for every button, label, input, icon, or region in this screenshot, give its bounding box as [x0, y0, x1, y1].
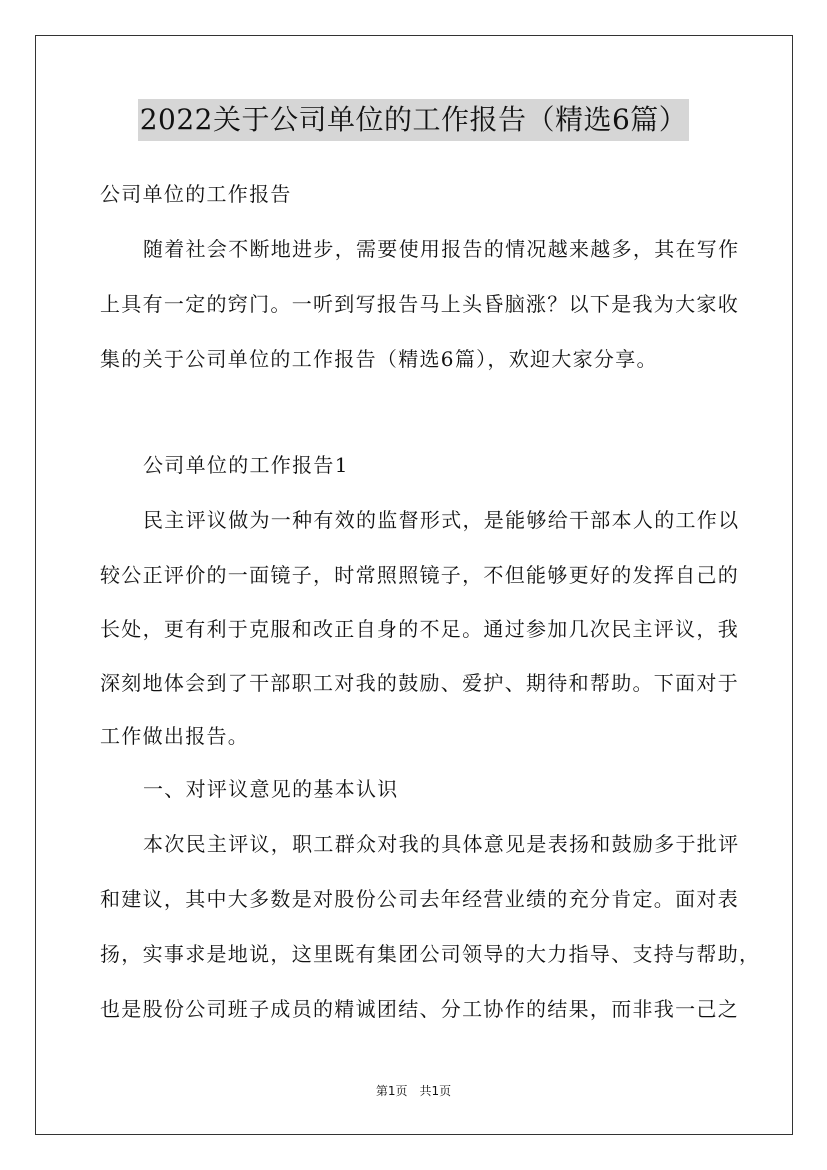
- paragraph-line: 扬，实事求是地说，这里既有集团公司领导的大力指导、支持与帮助，: [100, 942, 761, 966]
- paragraph-line: 工作做出报告。: [100, 724, 250, 748]
- paragraph-line: 本次民主评议，职工群众对我的具体意见是表扬和鼓励多于批评: [143, 832, 740, 856]
- section-heading: 公司单位的工作报告1: [143, 453, 349, 477]
- title-container: [0, 99, 827, 141]
- paragraph-line: 集的关于公司单位的工作报告（精选6篇），欢迎大家分享。: [100, 347, 658, 371]
- paragraph-line: 民主评议做为一种有效的监督形式，是能够给干部本人的工作以: [143, 508, 740, 532]
- paragraph-line: 上具有一定的窍门。一听到写报告马上头昏脑涨？以下是我为大家收: [100, 292, 739, 316]
- paragraph-line: 和建议，其中大多数是对股份公司去年经营业绩的充分肯定。面对表: [100, 887, 739, 911]
- paragraph-line: 随着社会不断地进步，需要使用报告的情况越来越多，其在写作: [143, 237, 740, 261]
- section-heading: 一、对评议意见的基本认识: [143, 777, 399, 801]
- document-title: 2022关于公司单位的工作报告（精选6篇）: [138, 99, 690, 141]
- paragraph-line: 也是股份公司班子成员的精诚团结、分工协作的结果，而非我一己之: [100, 997, 739, 1021]
- section-subtitle: 公司单位的工作报告: [100, 182, 292, 206]
- paragraph-line: 较公正评价的一面镜子，时常照照镜子，不但能够更好的发挥自己的: [100, 563, 739, 587]
- paragraph-line: 长处，更有利于克服和改正自身的不足。通过参加几次民主评议，我: [100, 617, 739, 641]
- paragraph-line: 深刻地体会到了干部职工对我的鼓励、爱护、期待和帮助。下面对于: [100, 671, 739, 695]
- page-number: 第1页 共1页: [375, 1084, 452, 1098]
